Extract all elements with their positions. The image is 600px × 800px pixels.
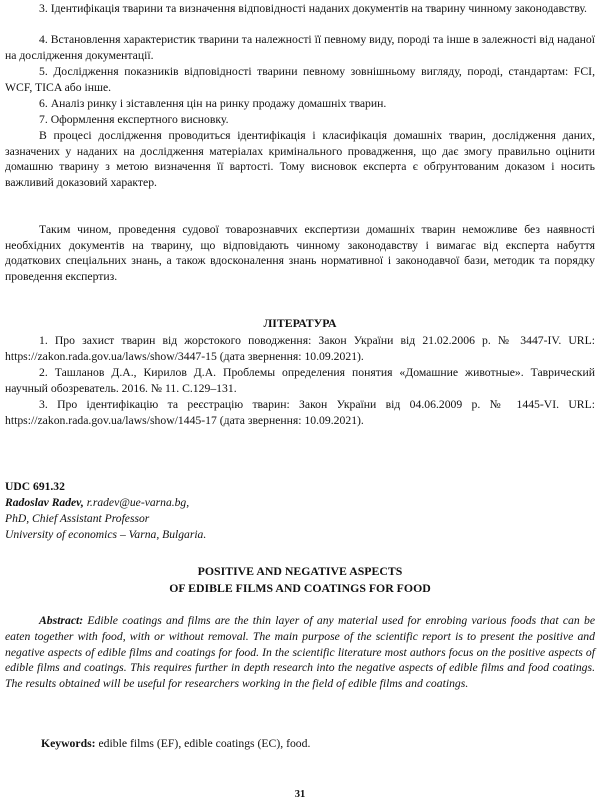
udc-code: UDC 691.32 (5, 480, 65, 493)
author-email: r.radev@ue-varna.bg, (86, 496, 190, 509)
author-name: Radoslav Radev, (5, 496, 84, 509)
abstract (5, 613, 595, 692)
author-line (5, 495, 189, 511)
reference-item-2: 2. Ташланов Д.А., Кирилов Д.А. Проблемы определения понятия «Домашние животные». Таврический научный обозреватель. 2016. № 11. С.129–131. (5, 366, 595, 395)
paragraph-conclusion: Таким чином, проведення судової товарознавчих експертизи домашніх тварин неможливе без наявності необхідних документів на тварину, що відповідають чинному законодавству і вимагає від експерта набуття додаткових спеціальних знань, а також вдосконалення знань нормативної і законодавчої бази, методик та порядку проведення експертиз. (5, 223, 595, 283)
list-item-7: 7. Оформлення експертного висновку. (39, 113, 229, 126)
reference-item-3: 3. Про ідентифікацію та реєстрацію тварин: Закон України від 04.06.2009 р. № 1445-VI. URL: https://zakon.rada.gov.ua/laws/show/1445-17 (дата звернення: 10.09.2021). (5, 398, 595, 427)
author-affiliation: University of economics – Varna, Bulgaria. (5, 528, 207, 541)
list-item-6: 6. Аналіз ринку і зіставлення цін на ринку продажу домашніх тварин. (39, 97, 387, 110)
reference-item-1: 1. Про захист тварин від жорстокого поводження: Закон України від 21.02.2006 р. № 3447-IV. URL: https://zakon.rada.gov.ua/laws/show/3447-15 (дата звернення: 10.09.2021). (5, 334, 595, 363)
page-number: 31 (294, 789, 306, 800)
list-item-4: 4. Встановлення характеристик тварини та належності її певному виду, породі та інше в залежності від наданої на дослідження документації. (5, 33, 595, 62)
list-item-5: 5. Дослідження показників відповідності тварини певному зовнішньому вигляду, породі, стандартам: FCI, WCF, TICA або інше. (5, 65, 595, 94)
abstract-label: Abstract: (39, 614, 84, 627)
list-item-3: 3. Ідентифікація тварини та визначення відповідності наданих документів на тварину чинному законодавству. (39, 2, 587, 15)
keywords-text: edible films (EF), edible coatings (EC), food. (98, 737, 311, 750)
references-heading: ЛІТЕРАТУРА (263, 316, 337, 330)
author-title: PhD, Chief Assistant Professor (5, 512, 150, 525)
article-title-line-2: OF EDIBLE FILMS AND COATINGS FOR FOOD (169, 581, 431, 595)
article-title-line-1: POSITIVE AND NEGATIVE ASPECTS (197, 564, 403, 578)
keywords-label: Keywords: (41, 737, 96, 750)
abstract-text: Edible coatings and films are the thin layer of any material used for enrobing various foods that can be eaten together with food, with or without removal. The main purpose of the scientific report is to present the positive and negative aspects of edible films and coatings for food. In the scientific literature most authors focus on the positive aspects of edible films and coatings. This requires further in depth research into the negative aspects of edible films and food coatings. The results obtained will be useful for researchers working in the field of edible films and coatings. (5, 614, 596, 691)
paragraph-research-process: В процесі дослідження проводиться ідентифікація і класифікація домашніх тварин, дослідження даних, зазначених у наданих на дослідження матеріалах кримінального провадження, що дає змогу правильно оцінити домашню тварину з метою визначення її вартості. Тому висновок експерта є обґрунтованим доказом і носить важливий доказовий характер. (5, 129, 595, 189)
keywords-line (41, 737, 310, 750)
